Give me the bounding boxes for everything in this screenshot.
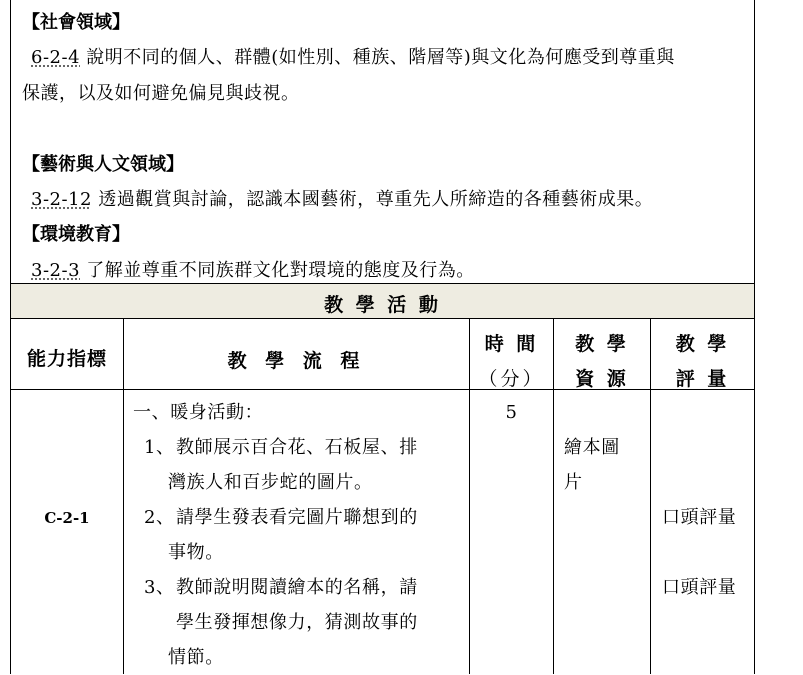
social-indicator xyxy=(31,43,675,69)
divider xyxy=(10,389,755,390)
divider xyxy=(10,318,755,319)
header-time-line1: 時 間 xyxy=(484,333,539,355)
env-indicator xyxy=(31,256,475,282)
process-item-3-line2: 學生發揮想像力，猜測故事的 xyxy=(176,612,418,633)
header-indicator: 能力指標 xyxy=(26,348,107,370)
header-time-line2: （分） xyxy=(478,368,545,390)
social-line1: 說明不同的個人、群體(如性別、種族、階層等)與文化為何應受到尊重與 xyxy=(86,47,675,68)
process-item-1-line1: 教師展示百合花、石板屋、排 xyxy=(176,437,418,458)
social-code: 6-2-4 xyxy=(31,47,81,68)
arts-code: 3-2-12 xyxy=(31,189,92,210)
process-item-2-line1: 請學生發表看完圖片聯想到的 xyxy=(176,507,418,528)
process-item-1-line2: 灣族人和百步蛇的圖片。 xyxy=(168,472,373,493)
social-line2: 保護，以及如何避免偏見與歧視。 xyxy=(22,83,300,104)
env-code: 3-2-3 xyxy=(31,260,81,281)
assessment-2: 口頭評量 xyxy=(662,577,737,598)
process-item-3-num: 3、 xyxy=(144,577,175,598)
resource-line2: 片 xyxy=(564,472,583,493)
header-assessment-line2: 評 量 xyxy=(675,368,730,390)
header-process: 教 學 流 程 xyxy=(227,350,366,372)
process-item-2-line2: 事物。 xyxy=(168,542,224,563)
process-item-2-num: 2、 xyxy=(144,507,175,528)
arts-line1: 透過觀賞與討論，認識本國藝術，尊重先人所締造的各種藝術成果。 xyxy=(98,189,654,210)
resource-line1: 繪本圖 xyxy=(564,437,620,458)
header-resource-line2: 資 源 xyxy=(575,368,629,390)
process-item-3-line1: 教師說明閱讀繪本的名稱，請 xyxy=(176,577,418,598)
header-assessment-line1: 教 學 xyxy=(675,333,730,355)
social-heading: 【社會領域】 xyxy=(22,12,130,33)
env-line1: 了解並尊重不同族群文化對環境的態度及行為。 xyxy=(86,260,475,281)
divider xyxy=(10,283,755,284)
env-heading: 【環境教育】 xyxy=(22,224,130,245)
process-item-3-line3: 情節。 xyxy=(168,647,224,668)
process-title: 一、暖身活動： xyxy=(133,402,264,423)
arts-indicator xyxy=(31,185,653,211)
time-value: 5 xyxy=(505,402,518,423)
indicator-code: C-2-1 xyxy=(44,509,90,527)
assessment-1: 口頭評量 xyxy=(662,507,737,528)
arts-heading: 【藝術與人文領域】 xyxy=(22,154,184,175)
header-resource-line1: 教 學 xyxy=(575,333,629,355)
process-item-1-num: 1、 xyxy=(144,437,175,458)
activity-title: 教 學 活 動 xyxy=(324,294,441,316)
